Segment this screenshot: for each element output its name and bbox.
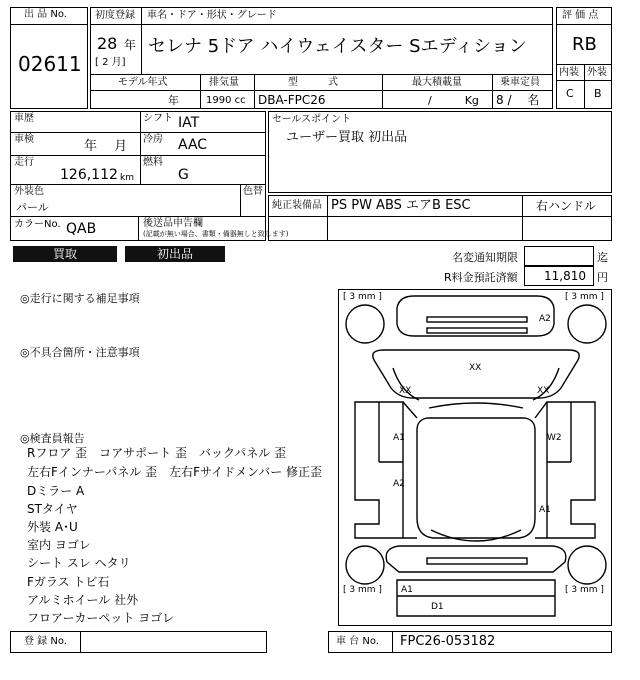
damage-mark: A1: [393, 433, 405, 443]
damage-mark: XX: [469, 363, 482, 373]
color-no-label: カラーNo.: [14, 219, 61, 230]
color-change-label: 色替: [243, 186, 263, 197]
interior-label: 内装: [559, 67, 579, 78]
interior-grade: C: [566, 87, 574, 100]
first-listing-badge: 初出品: [125, 246, 225, 262]
inspector-line: シート スレ ヘタリ: [27, 556, 131, 570]
mileage-label: 走行: [14, 157, 34, 168]
name-change-deadline-field: [524, 246, 594, 266]
inspector-line: 左右Fインナーパネル 歪 左右Fサイドメンバー 修正歪: [27, 465, 323, 479]
wheel-front-right: [568, 305, 606, 343]
mileage-unit: km: [120, 173, 134, 183]
inspector-line: Dミラー A: [27, 484, 85, 498]
wheel-front-left: [346, 305, 384, 343]
sales-point-label: セールスポイント: [272, 114, 352, 125]
damage-mark: W2: [547, 433, 562, 443]
inspection-label: 車検: [14, 134, 34, 145]
color-no-value: QAB: [66, 221, 97, 237]
model-year-value: 年: [168, 94, 179, 107]
driving-notes-label: ◎走行に関する補足事項: [20, 292, 140, 305]
mileage-value: 126,112: [60, 167, 118, 183]
exterior-color-value: パール: [16, 201, 49, 214]
damage-mark: A1: [539, 505, 551, 515]
front-grille: [427, 328, 527, 333]
damage-mark: A2: [393, 479, 405, 489]
model-code-value: DBA-FPC26: [258, 93, 326, 107]
inspector-line: STタイヤ: [27, 502, 78, 516]
wheel-rear-left: [346, 546, 384, 584]
aftermarket-note: (記載が無い場合、書類・備器無しと致します): [143, 230, 289, 238]
inspector-line: Fガラス トビ石: [27, 575, 110, 589]
sales-point-value: ユーザー買取 初出品: [286, 130, 408, 145]
damage-mark: A2: [539, 314, 551, 324]
displacement-label: 排気量: [209, 77, 239, 88]
rear-plate: [427, 558, 527, 564]
inspector-line: フロアーカーペット ヨゴレ: [27, 611, 175, 625]
damage-mark: XX: [537, 386, 550, 396]
capacity-value: 8 / 名: [496, 93, 540, 107]
damage-mark: XX: [399, 386, 412, 396]
ac-value: AAC: [178, 137, 208, 153]
capacity-label: 乗車定員: [500, 77, 540, 88]
lot-number-label: 出 品 No.: [24, 9, 67, 20]
max-load-value: / Kg: [428, 94, 479, 107]
year-unit: 年: [124, 38, 137, 52]
steering-value: 右ハンドル: [536, 199, 597, 213]
exterior-color-label: 外装色: [14, 186, 44, 197]
chassis-number-value: FPC26-053182: [400, 634, 496, 649]
rating-value: RB: [572, 34, 597, 55]
buyback-badge: 買取: [13, 246, 117, 262]
first-registration-month: [ 2 月]: [95, 57, 126, 68]
max-load-label: 最大積載量: [412, 77, 462, 88]
exterior-label: 外装: [587, 67, 607, 78]
recycle-fee-value: 11,810: [544, 269, 586, 283]
lot-number: 02611: [18, 52, 82, 76]
rear-bumper-outline: [397, 580, 555, 616]
displacement-value: 1990 cc: [206, 95, 246, 106]
history-label: 車歴: [14, 113, 34, 124]
tire-depth-front-left: [ 3 mm ]: [343, 292, 382, 302]
first-registration-year: 28: [97, 34, 118, 53]
equipment-label: 純正装備品: [272, 200, 322, 211]
shift-value: IAT: [178, 115, 200, 131]
rear-outline: [386, 546, 566, 572]
damage-mark: A1: [401, 585, 413, 595]
aftermarket-label: 後送品申告欄: [143, 218, 203, 229]
car-name: セレナ 5ドア ハイウェイスター Sエディション: [148, 36, 527, 57]
inspector-line: 外装 A･U: [27, 520, 78, 534]
car-diagram: [339, 290, 611, 625]
defects-notes-label: ◎不具合箇所・注意事項: [20, 346, 140, 359]
inspector-line: 室内 ヨゴレ: [27, 538, 91, 552]
fuel-label: 燃料: [143, 157, 163, 168]
name-change-deadline-label: 名変通知期限: [452, 251, 518, 264]
shift-label: シフト: [143, 113, 173, 124]
damage-mark: D1: [431, 602, 444, 612]
exterior-grade: B: [594, 87, 602, 100]
tire-depth-rear-left: [ 3 mm ]: [343, 585, 382, 595]
car-diagram-box: [338, 289, 612, 626]
fuel-value: G: [178, 167, 189, 183]
inspection-value: 年 月: [84, 139, 128, 154]
car-name-label: 車名・ドア・形状・グレード: [147, 10, 277, 21]
front-bumper-outline: [397, 296, 554, 336]
inspector-report-label: ◎検査員報告: [20, 432, 85, 445]
name-change-deadline-suffix: 迄: [597, 251, 608, 264]
equipment-value: PS PW ABS エアB ESC: [331, 198, 471, 213]
cabin-outline: [417, 418, 535, 538]
model-year-label: モデル年式: [118, 77, 168, 88]
registration-number-label: 登 録 No.: [24, 636, 67, 647]
inspector-line: Rフロア 歪 コアサポート 歪 バックパネル 歪: [27, 446, 287, 460]
wheel-rear-right: [568, 546, 606, 584]
rating-label: 評 価 点: [562, 10, 599, 21]
recycle-fee-suffix: 円: [597, 271, 608, 284]
chassis-number-label: 車 台 No.: [336, 636, 379, 647]
model-code-label: 型 式: [288, 77, 338, 88]
ac-label: 冷房: [143, 134, 163, 145]
recycle-fee-label: R料金預託済額: [444, 271, 518, 284]
tire-depth-front-right: [ 3 mm ]: [565, 292, 604, 302]
first-registration-label: 初度登録: [95, 10, 135, 21]
tire-depth-rear-right: [ 3 mm ]: [565, 585, 604, 595]
inspector-line: アルミホイール 社外: [27, 593, 139, 607]
